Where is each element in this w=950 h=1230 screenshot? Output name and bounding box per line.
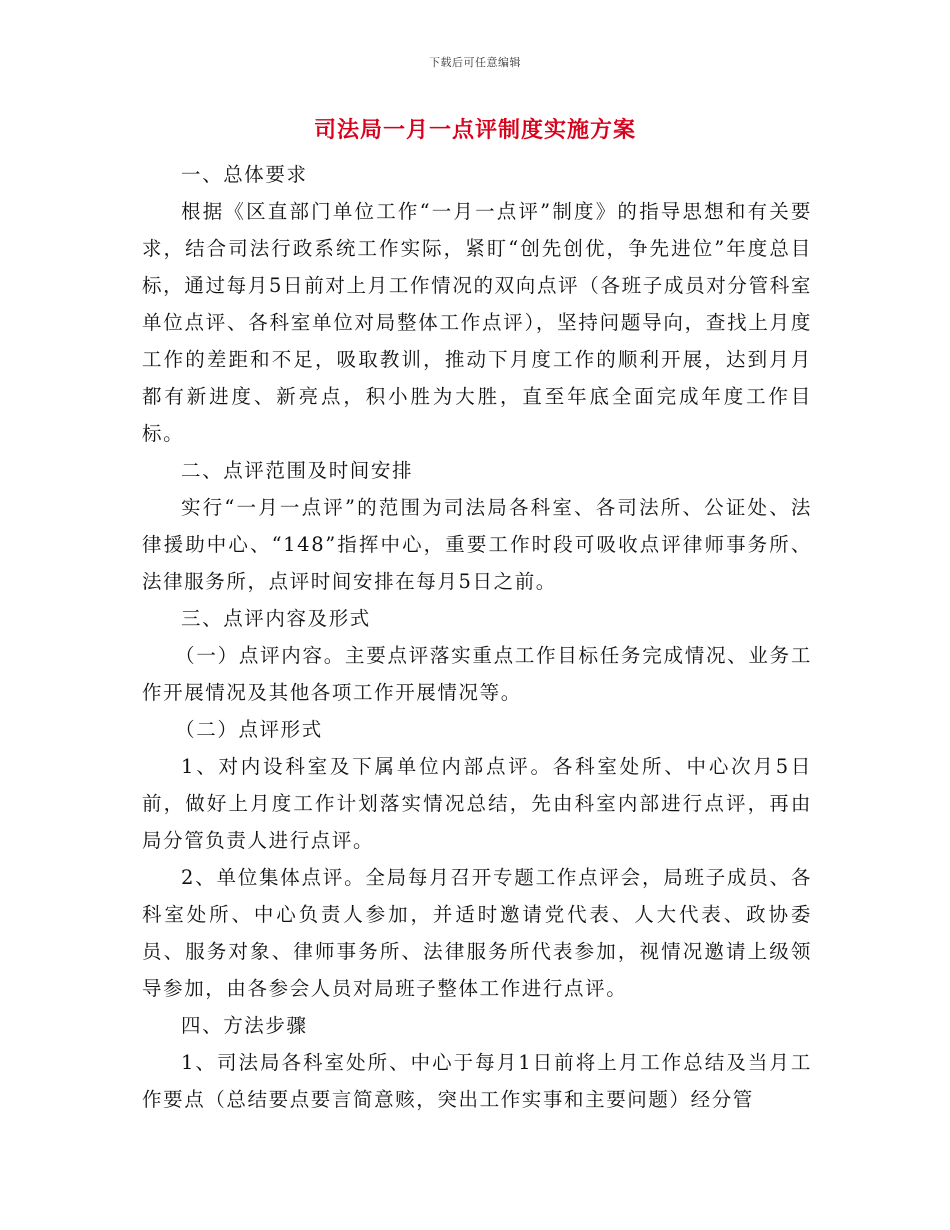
paragraph-collective-review: 2、单位集体点评。全局每月召开专题工作点评会，局班子成员、各科室处所、中心负责人参加，并适时邀请党代表、人大代表、政协委员、服务对象、律师事务所、法律服务所代表参加，视情况邀请上级领导参加，由各参会人员对局班子整体工作进行点评。 xyxy=(142,866,812,1000)
section-heading-scope: 二、点评范围及时间安排 xyxy=(181,459,414,482)
paragraph-review-content: （一）点评内容。主要点评落实重点工作目标任务完成情况、业务工作开展情况及其他各项工作开展情况等。 xyxy=(142,644,812,704)
document-body xyxy=(142,156,812,1118)
paragraph-scope: 实行“一月一点评”的范围为司法局各科室、各司法所、公证处、法律援助中心、“148”指挥中心，重要工作时段可吸收点评律师事务所、法律服务所，点评时间安排在每月5日之前。 xyxy=(142,496,812,593)
section-heading-content: 三、点评内容及形式 xyxy=(181,607,371,630)
paragraph-step-one: 1、司法局各科室处所、中心于每月1日前将上月工作总结及当月工作要点（总结要点要言简意赅，突出工作实事和主要问题）经分管 xyxy=(142,1051,812,1111)
document-title: 司法局一月一点评制度实施方案 xyxy=(313,117,636,143)
section-heading-general: 一、总体要求 xyxy=(181,163,308,186)
paragraph-internal-review: 1、对内设科室及下属单位内部点评。各科室处所、中心次月5日前，做好上月度工作计划落实情况总结，先由科室内部进行点评，再由局分管负责人进行点评。 xyxy=(142,755,812,852)
header-note: 下载后可任意编辑 xyxy=(429,56,521,69)
paragraph-general-requirements: 根据《区直部门单位工作“一月一点评”制度》的指导思想和有关要求，结合司法行政系统工作实际，紧盯“创先创优，争先进位”年度总目标，通过每月5日前对上月工作情况的双向点评（各班子成员对分管科室单位点评、各科室单位对局整体工作点评），坚持问题导向，查找上月度工作的差距和不足，吸取教训，推动下月度工作的顺利开展，达到月月都有新进度、新亮点，积小胜为大胜，直至年底全面完成年度工作目标。 xyxy=(142,200,812,445)
section-heading-steps: 四、方法步骤 xyxy=(181,1014,308,1037)
subheading-review-form: （二）点评形式 xyxy=(175,718,323,741)
